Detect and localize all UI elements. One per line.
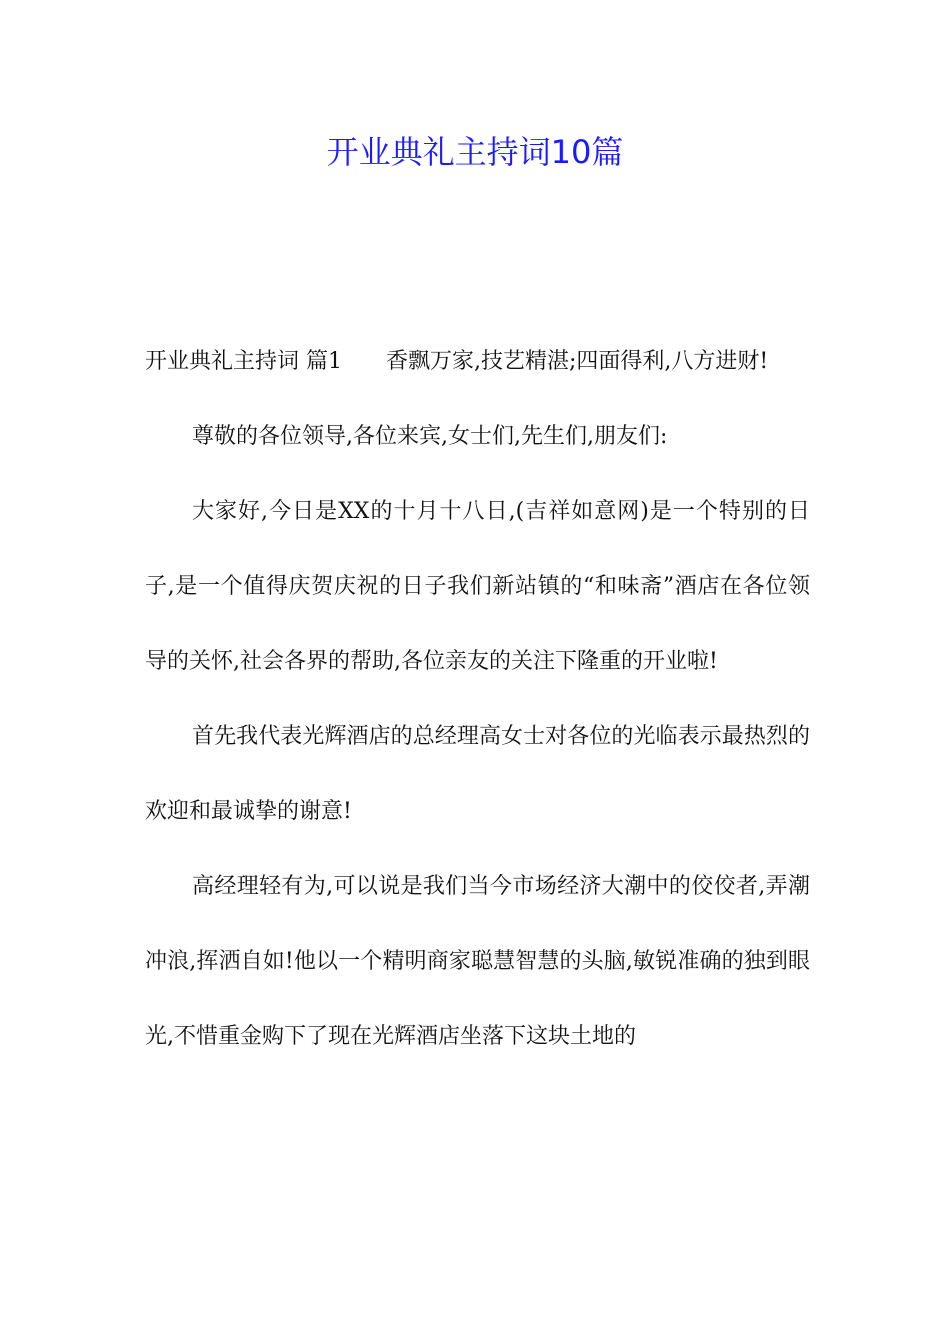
paragraph-5: 高经理轻有为,可以说是我们当今市场经济大潮中的佼佼者,弄潮冲浪,挥洒自如!他以一个精明商家聪慧智慧的头脑,敏锐准确的独到眼光,不惜重金购下了现在光辉酒店坐落下这块土地的 — [145, 874, 810, 1049]
paragraph-text: 香飘万家,技艺精湛;四面得利,八方进财! — [386, 349, 769, 374]
paragraph-1 — [145, 324, 810, 399]
paragraph-2: 尊敬的各位领导,各位来宾,女士们,先生们,朋友们: — [192, 424, 668, 449]
paragraph-4: 首先我代表光辉酒店的总经理高女士对各位的光临表示最热烈的欢迎和最诚挚的谢意! — [145, 724, 810, 824]
section-heading: 开业典礼主持词 篇1 — [145, 349, 342, 374]
paragraph-3: 大家好,今日是XX的十月十八日,(吉祥如意网)是一个特别的日子,是一个值得庆贺庆祝的日子我们新站镇的“和味斋”酒店在各位领导的关怀,社会各界的帮助,各位亲友的关注下隆重的开业啦! — [145, 499, 810, 674]
document-body — [145, 324, 810, 1074]
document-title: 开业典礼主持词10篇 — [326, 133, 624, 171]
